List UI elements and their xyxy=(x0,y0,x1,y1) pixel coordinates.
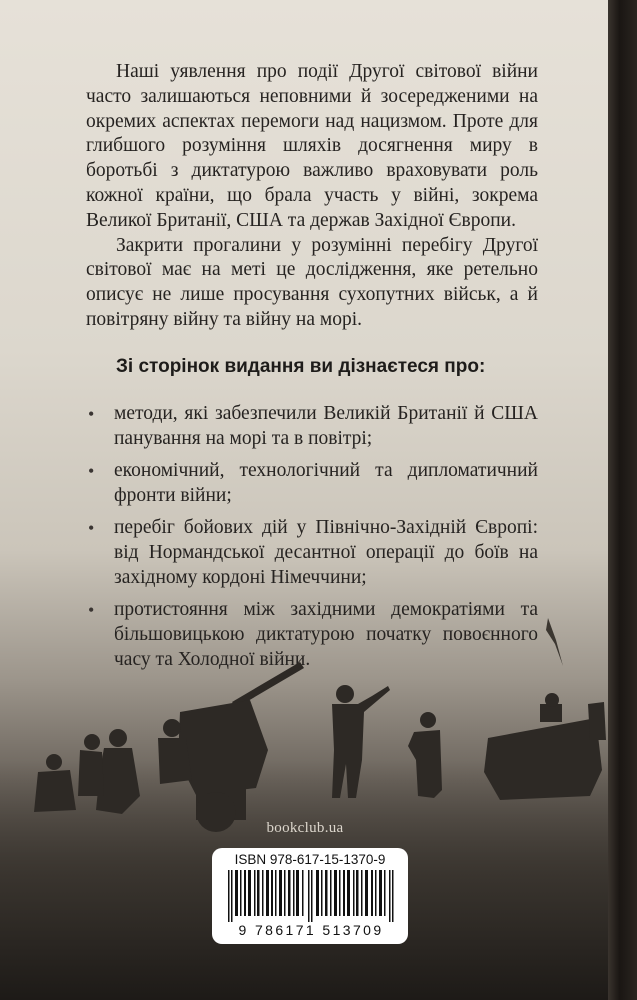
list-item-text: перебіг бойових дій у Північно-Західній Європі: від Нормандської десантної операції до боїв на західному кордоні Німеччини; xyxy=(114,517,538,588)
bullet-icon: • xyxy=(88,461,95,482)
description-paragraph: Наші уявлення про події Другої світової війни часто залишаються неповними й зосередженими на окремих аспектах перемоги над нацизмом. Проте для глибшого розуміння шляхів досягнення миру в боротьбі з диктатурою важливо враховувати роль кожної країни, що брала участь у війні, зокрема Великої Британії, США та держав Західної Європи. xyxy=(86,61,538,231)
bullet-icon: • xyxy=(88,518,95,539)
spine-edge xyxy=(608,0,637,1000)
barcode-digits: 9 786171 513709 xyxy=(238,922,384,938)
list-item-text: протистояння між західними демократіями та більшовицькою диктатурою початку повоєнного часу та Холодної війни. xyxy=(114,599,538,670)
list-item xyxy=(86,402,538,452)
publisher-website: bookclub.ua xyxy=(266,820,344,836)
bullet-icon: • xyxy=(88,404,95,424)
highlights-heading: Зі сторінок видання ви дізнаєтеся про: xyxy=(116,356,486,377)
bullet-icon: • xyxy=(88,600,95,621)
list-item xyxy=(86,459,538,509)
isbn-label: ISBN 978-617-15-1370-9 xyxy=(234,852,386,867)
list-item xyxy=(86,516,538,590)
description xyxy=(86,60,538,333)
list-item-text: методи, які забезпечили Великій Британії й США панування на морі та в повітрі; xyxy=(114,403,538,449)
isbn-barcode xyxy=(212,848,408,944)
description-paragraph: Закрити прогалини у розумінні перебігу Другої світової має на меті це дослідження, яке ретельно описує не лише просування сухопутних військ, а й повітряну війну та війну на морі. xyxy=(86,234,538,330)
list-item-text: економічний, технологічний та дипломатичний фронти війни; xyxy=(114,460,538,506)
barcode-bars xyxy=(228,870,394,922)
